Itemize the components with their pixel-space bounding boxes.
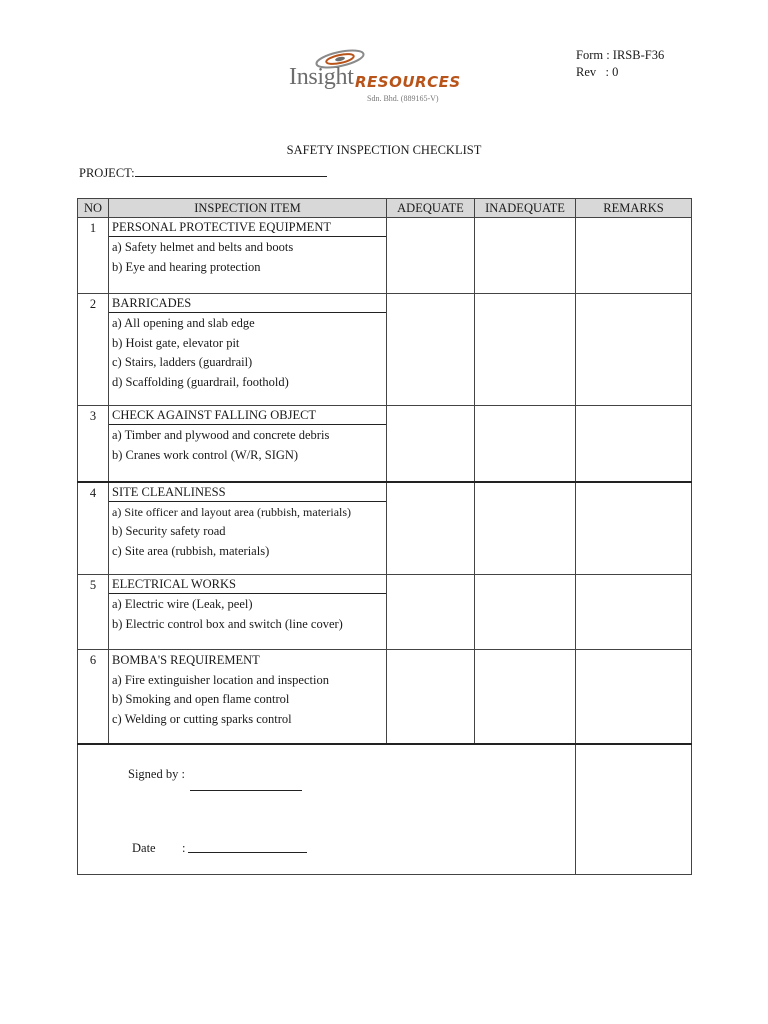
remarks-cell[interactable] xyxy=(576,575,692,650)
remarks-cell[interactable] xyxy=(576,482,692,575)
project-input-line[interactable] xyxy=(135,165,327,177)
date-line[interactable] xyxy=(188,852,307,853)
adequate-cell[interactable] xyxy=(387,218,475,294)
row-number: 6 xyxy=(78,650,109,744)
inspection-item-cell xyxy=(109,406,387,482)
adequate-cell[interactable] xyxy=(387,294,475,406)
form-number: Form : IRSB-F36 xyxy=(576,48,665,62)
adequate-cell[interactable] xyxy=(387,575,475,650)
row-number: 4 xyxy=(78,482,109,575)
project-field[interactable] xyxy=(79,165,327,181)
remarks-cell[interactable] xyxy=(576,650,692,744)
header-inspection-item: INSPECTION ITEM xyxy=(109,199,387,218)
list-item: b) Electric control box and switch (line cover) xyxy=(112,616,343,631)
table-row xyxy=(78,406,692,482)
list-item: c) Welding or cutting sparks control xyxy=(112,711,292,726)
header-remarks: REMARKS xyxy=(576,199,692,218)
list-item: b) Eye and hearing protection xyxy=(112,259,261,274)
inadequate-cell[interactable] xyxy=(475,218,576,294)
table-row xyxy=(78,294,692,406)
list-item: b) Smoking and open flame control xyxy=(112,692,290,706)
signature-row xyxy=(78,744,692,875)
section-heading: CHECK AGAINST FALLING OBJECT xyxy=(109,406,386,425)
date-label: Date xyxy=(132,840,156,855)
inspection-item-cell xyxy=(109,294,387,406)
section-heading: PERSONAL PROTECTIVE EQUIPMENT xyxy=(109,218,386,237)
signature-remarks-cell[interactable] xyxy=(576,744,692,875)
section-heading: BOMBA'S REQUIREMENT xyxy=(112,653,260,667)
signed-by-label: Signed by : xyxy=(128,766,185,781)
logo-registration: Sdn. Bhd. (889165-V) xyxy=(367,94,439,103)
row-number: 3 xyxy=(78,406,109,482)
company-logo xyxy=(285,42,495,112)
section-heading: BARRICADES xyxy=(109,294,386,313)
table-header-row xyxy=(78,199,692,218)
table-row xyxy=(78,482,692,575)
list-item: b) Cranes work control (W/R, SIGN) xyxy=(112,447,299,462)
inadequate-cell[interactable] xyxy=(475,650,576,744)
inspection-item-cell xyxy=(109,218,387,294)
row-number: 1 xyxy=(78,218,109,294)
header-inadequate: INADEQUATE xyxy=(475,199,576,218)
section-heading: ELECTRICAL WORKS xyxy=(109,575,386,594)
adequate-cell[interactable] xyxy=(387,482,475,575)
list-item: b) Hoist gate, elevator pit xyxy=(112,335,240,350)
inadequate-cell[interactable] xyxy=(475,575,576,650)
date-colon: : xyxy=(182,840,186,855)
list-item: a) Fire extinguisher location and inspection xyxy=(112,672,329,687)
revision-number: Rev : 0 xyxy=(576,65,619,79)
project-label: PROJECT: xyxy=(79,166,135,180)
list-item: a) Electric wire (Leak, peel) xyxy=(112,597,253,611)
row-number: 2 xyxy=(78,294,109,406)
list-item: a) All opening and slab edge xyxy=(112,316,255,330)
list-item: a) Site officer and layout area (rubbish, materials) xyxy=(112,504,352,519)
signature-cell xyxy=(78,744,576,875)
logo-text-resources: RESOURCES xyxy=(355,73,461,91)
adequate-cell[interactable] xyxy=(387,650,475,744)
table-row xyxy=(78,650,692,744)
inspection-table xyxy=(77,198,692,875)
list-item: a) Safety helmet and belts and boots xyxy=(112,240,294,254)
list-item: b) Security safety road xyxy=(112,524,226,538)
list-item: d) Scaffolding (guardrail, foothold) xyxy=(112,374,289,389)
remarks-cell[interactable] xyxy=(576,406,692,482)
list-item: c) Stairs, ladders (guardrail) xyxy=(112,355,253,369)
page-title: SAFETY INSPECTION CHECKLIST xyxy=(286,143,482,157)
form-info xyxy=(576,47,664,81)
inspection-item-cell xyxy=(109,482,387,575)
inadequate-cell[interactable] xyxy=(475,482,576,575)
inspection-item-cell xyxy=(109,575,387,650)
inadequate-cell[interactable] xyxy=(475,406,576,482)
logo-text-insight: Insight xyxy=(289,64,354,90)
row-number: 5 xyxy=(78,575,109,650)
table-row xyxy=(78,218,692,294)
remarks-cell[interactable] xyxy=(576,294,692,406)
adequate-cell[interactable] xyxy=(387,406,475,482)
inspection-item-cell xyxy=(109,650,387,744)
remarks-cell[interactable] xyxy=(576,218,692,294)
table-row xyxy=(78,575,692,650)
inadequate-cell[interactable] xyxy=(475,294,576,406)
list-item: a) Timber and plywood and concrete debris xyxy=(112,428,330,442)
header-no: NO xyxy=(78,199,109,218)
list-item: c) Site area (rubbish, materials) xyxy=(112,543,270,558)
header-adequate: ADEQUATE xyxy=(387,199,475,218)
section-heading: SITE CLEANLINESS xyxy=(109,483,386,502)
signature-line[interactable] xyxy=(190,790,302,791)
